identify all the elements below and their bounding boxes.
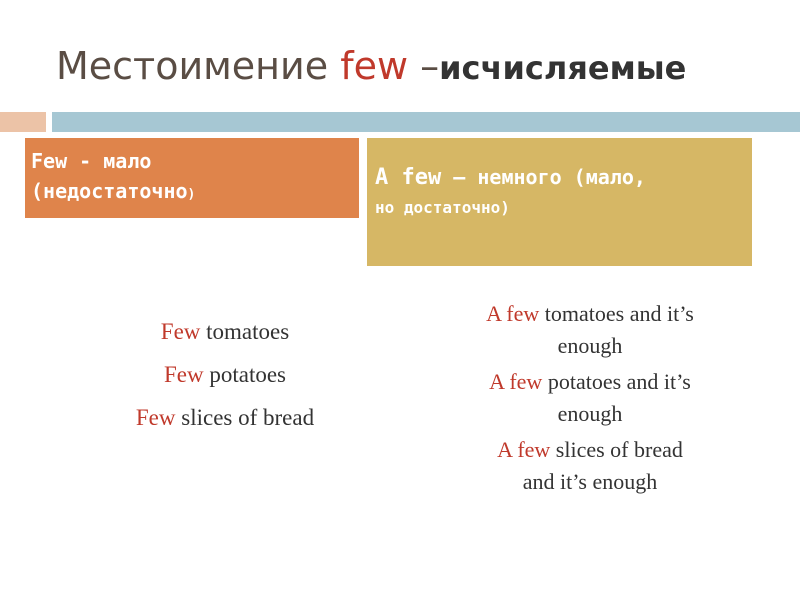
title-part1: Местоимение [56,44,341,88]
list-item: A few potatoes and it’s enough [489,369,691,426]
a-few-definition-line2: но достаточно) [375,198,510,217]
header-rule-left [0,112,46,132]
few-definition-line1: Few - мало [31,149,152,173]
a-few-definition-box [367,138,752,266]
few-definition-line2: (недостаточно) [31,179,196,203]
title-accent: few [340,44,409,88]
title-bold: исчисляемые [439,49,687,87]
list-item: Few potatoes [163,362,287,387]
slide-title [56,36,686,96]
a-few-examples-list [420,298,760,498]
few-examples-list [80,310,370,439]
list-item: Few slices of bread [135,405,315,430]
a-few-definition-line1: A few – немного (мало, [375,165,646,190]
list-item: A few slices of bread and it’s enough [497,437,683,494]
list-item: Few tomatoes [160,319,290,344]
title-part2: – [408,44,440,88]
few-definition-box [25,138,359,218]
list-item: A few tomatoes and it’s enough [486,301,694,358]
header-rule-right [52,112,800,132]
